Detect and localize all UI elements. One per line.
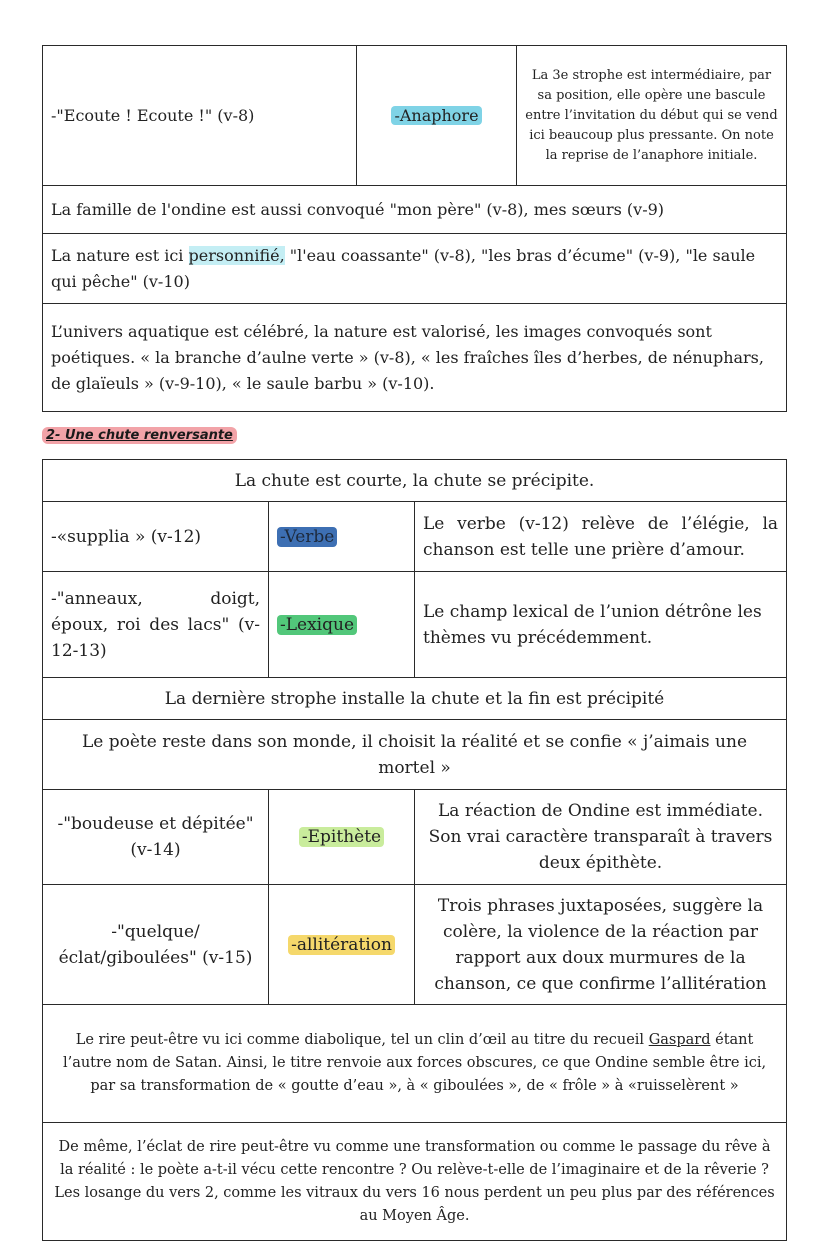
table-row xyxy=(43,790,787,885)
comment-cell: La 3e strophe est intermédiaire, par sa position, elle opère une bascule entre l’invitation du début qui se vend ici beaucoup plus pressante. On note la reprise de l’anaphore initiale. xyxy=(517,46,787,186)
nature-cell xyxy=(43,234,787,304)
figure-anaphore: -Anaphore xyxy=(391,106,481,125)
citation-cell: -"Ecoute ! Ecoute !" (v-8) xyxy=(43,46,357,186)
table-row xyxy=(43,1005,787,1123)
rire-text-before: Le rire peut-être vu ici comme diabolique, tel un clin d’œil au titre du recueil xyxy=(75,1032,649,1048)
gaspard-underlined: Gaspard xyxy=(648,1032,711,1048)
table-row xyxy=(43,678,787,720)
table-row xyxy=(43,186,787,234)
figure-alliteration: -allitération xyxy=(288,935,395,955)
citation-cell: -"anneaux, doigt, époux, roi des lacs" (v-12-13) xyxy=(43,572,269,678)
comment-cell: Le verbe (v-12) relève de l’élégie, la chanson est telle une prière d’amour. xyxy=(415,502,787,572)
table-row xyxy=(43,46,787,186)
header-cell: La chute est courte, la chute se précipite. xyxy=(43,460,787,502)
table-row xyxy=(43,1123,787,1241)
table-row xyxy=(43,502,787,572)
univers-cell: L’univers aquatique est célébré, la nature est valorisé, les images convoqués sont poétiques. « la branche d’aulne verte » (v-8), « les fraîches îles d’herbes, de nénuphars, de glaïeuls » (v-9-10), « le saule barbu » (v-10). xyxy=(43,304,787,412)
table-row xyxy=(43,234,787,304)
citation-cell: -"quelque/ éclat/giboulées" (v-15) xyxy=(43,885,269,1005)
table-row xyxy=(43,304,787,412)
figure-epithete: -Epithète xyxy=(299,827,384,847)
final-cell: De même, l’éclat de rire peut-être vu comme une transformation ou comme le passage du rêve à la réalité : le poète a-t-il vécu cette rencontre ? Ou relève-t-elle de l’imaginaire et de la rêverie ? Les losange du vers 2, comme les vitraux du vers 16 nous perdent un peu plus par des références au Moyen Âge. xyxy=(43,1123,787,1241)
figure-cell xyxy=(269,572,415,678)
figure-cell xyxy=(357,46,517,186)
comment-cell: La réaction de Ondine est immédiate. Son vrai caractère transparaît à travers deux épithète. xyxy=(415,790,787,885)
citation-cell: -«supplia » (v-12) xyxy=(43,502,269,572)
analysis-table-2 xyxy=(42,459,787,1241)
famille-cell: La famille de l'ondine est aussi convoqué "mon père" (v-8), mes sœurs (v-9) xyxy=(43,186,787,234)
nature-text-before: La nature est ici xyxy=(51,245,189,265)
comment-cell: Le champ lexical de l’union détrône les thèmes vu précédemment. xyxy=(415,572,787,678)
table-row xyxy=(43,720,787,790)
figure-verbe: -Verbe xyxy=(277,527,337,547)
comment-cell: Trois phrases juxtaposées, suggère la colère, la violence de la réaction par rapport aux doux murmures de la chanson, ce que confirme l’allitération xyxy=(415,885,787,1005)
figure-cell xyxy=(269,502,415,572)
nature-text-after: "l'eau coassante" (v-8), "les bras d’écume" (v-9), "le saule qui pêche" (v-10) xyxy=(51,245,756,291)
analysis-table-1 xyxy=(42,45,787,412)
personnifie-highlight: personnifié, xyxy=(188,245,285,265)
rire-text-after: étant l’autre nom de Satan. Ainsi, le titre renvoie aux forces obscures, ce que Ondine semble être ici, par sa transformation de « goutte d’eau », à « giboulées », de « frôle » à «ruisselèrent » xyxy=(62,1032,767,1094)
table-row xyxy=(43,460,787,502)
mid-cell: La dernière strophe installe la chute et la fin est précipité xyxy=(43,678,787,720)
table-row xyxy=(43,885,787,1005)
figure-lexique: -Lexique xyxy=(277,615,357,635)
figure-cell xyxy=(269,885,415,1005)
citation-cell: -"boudeuse et dépitée" (v-14) xyxy=(43,790,269,885)
section-title: 2- Une chute renversante xyxy=(42,427,237,444)
figure-cell xyxy=(269,790,415,885)
table-row xyxy=(43,572,787,678)
mid-cell: Le poète reste dans son monde, il choisit la réalité et se confie « j’aimais une mortel » xyxy=(43,720,787,790)
rire-cell xyxy=(43,1005,787,1123)
